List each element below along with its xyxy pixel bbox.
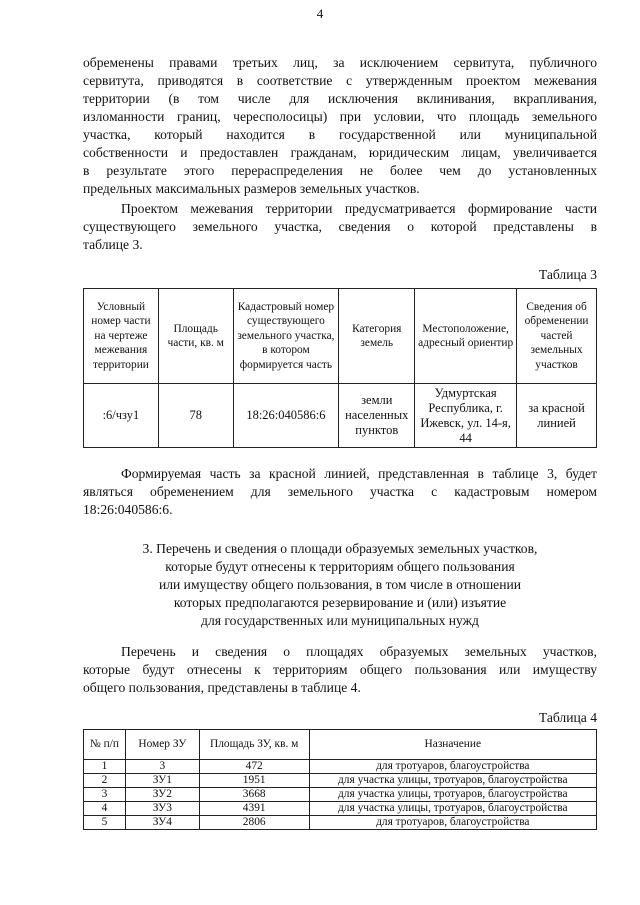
table-cell: за красной линией — [517, 384, 597, 448]
text-line: которые будут отнесены к территориям общего пользования или имуществу — [83, 662, 597, 677]
table-cell: 5 — [84, 816, 126, 830]
table-row — [84, 816, 597, 830]
table-cell: 4391 — [199, 802, 309, 816]
text-line: предельных максимальных размеров земельных участков. — [83, 181, 420, 196]
table-cell: для тротуаров, благоустройства — [309, 760, 596, 774]
table-cell: 1 — [84, 760, 126, 774]
table-cell: 78 — [158, 384, 233, 448]
table-header-cell: Площадь ЗУ, кв. м — [199, 730, 309, 760]
page-number: 4 — [316, 6, 324, 21]
table-header-cell: № п/п — [84, 730, 126, 760]
text-line: Формируемая часть за красной линией, представленная в таблице 3, будет — [121, 466, 597, 481]
text-line: таблице 3. — [83, 237, 143, 252]
text-line: собственности и предоставлен гражданам, юридическим лицам, увеличивается — [83, 145, 597, 160]
table-header-cell: Площадь части, кв. м — [158, 289, 233, 384]
table-header-row — [84, 289, 597, 384]
table-4-caption: Таблица 4 — [538, 710, 597, 725]
paragraph-1 — [83, 54, 597, 198]
table-cell: 4 — [84, 802, 126, 816]
table-header-cell: Условный номер части на чертеже межевания территории — [84, 289, 159, 384]
heading-line: которых предполагаются резервирование и (или) изъятие — [173, 595, 507, 610]
text-line: участка, который находится в государственной или муниципальной — [83, 127, 597, 142]
paragraph-3 — [83, 465, 597, 519]
text-line: 18:26:040586:6. — [83, 502, 173, 517]
table-cell: 3 — [84, 788, 126, 802]
table-header-cell: Номер ЗУ — [125, 730, 199, 760]
table-cell: ЗУ2 — [125, 788, 199, 802]
table-row — [84, 384, 597, 448]
text-line: в результате этого перераспределения не более чем до установленных — [83, 163, 597, 178]
table-header-cell: Назначение — [309, 730, 596, 760]
text-line: изломанности границ, чересполосицы) при условии, что площадь земельного — [83, 109, 597, 124]
heading-line: 3. Перечень и сведения о площади образуемых земельных участков, — [142, 541, 538, 556]
table-row — [84, 760, 597, 774]
table-header-row — [84, 730, 597, 760]
table-cell: для участка улицы, тротуаров, благоустройства — [309, 802, 596, 816]
table-header-cell: Местоположение, адресный ориентир — [415, 289, 517, 384]
table-cell: для тротуаров, благоустройства — [309, 816, 596, 830]
text-line: являться обременением для земельного участка с кадастровым номером — [83, 484, 597, 499]
text-line: существующего земельного участка, сведения о которой представлены в — [83, 219, 597, 234]
table-cell: ЗУ1 — [125, 774, 199, 788]
table-cell: Удмуртская Республика, г. Ижевск, ул. 14-я, 44 — [415, 384, 517, 448]
heading-line: или имуществу общего пользования, в том числе в отношении — [158, 577, 522, 592]
table-row — [84, 788, 597, 802]
text-line: территории (в том числе для исключения вклинивания, вкрапливания, — [83, 91, 597, 106]
table-cell: земли населенных пунктов — [339, 384, 415, 448]
paragraph-2 — [83, 200, 597, 254]
text-line: сервитута, приводятся в соответствие с утвержденным проектом межевания — [83, 73, 597, 88]
table-cell: 2806 — [199, 816, 309, 830]
paragraph-4 — [83, 643, 597, 697]
table-cell: 18:26:040586:6 — [233, 384, 339, 448]
text-line: общего пользования, представлены в таблице 4. — [83, 680, 361, 695]
table-header-cell: Категория земель — [339, 289, 415, 384]
table-row — [84, 802, 597, 816]
table-cell: для участка улицы, тротуаров, благоустройства — [309, 788, 596, 802]
table-cell: ЗУ4 — [125, 816, 199, 830]
text-line: обременены правами третьих лиц, за исключением сервитута, публичного — [83, 55, 597, 70]
text-line: Перечень и сведения о площадях образуемых земельных участков, — [121, 644, 597, 659]
table-cell: 3668 — [199, 788, 309, 802]
table-3-caption: Таблица 3 — [538, 267, 597, 282]
table-cell: 1951 — [199, 774, 309, 788]
heading-line: которые будут отнесены к территориям общего пользования — [165, 559, 515, 574]
table-4 — [83, 729, 597, 830]
table-cell: :6/чзу1 — [84, 384, 159, 448]
heading-line: для государственных или муниципальных нужд — [201, 613, 479, 628]
table-header-cell: Сведения об обременении частей земельных участков — [517, 289, 597, 384]
table-cell: 2 — [84, 774, 126, 788]
section-heading — [83, 540, 597, 630]
table-row — [84, 774, 597, 788]
table-cell: 3 — [125, 760, 199, 774]
table-cell: ЗУ3 — [125, 802, 199, 816]
table-header-cell: Кадастровый номер существующего земельного участка, в котором формируется часть — [233, 289, 339, 384]
table-cell: для участка улицы, тротуаров, благоустройства — [309, 774, 596, 788]
table-cell: 472 — [199, 760, 309, 774]
table-3 — [83, 288, 597, 448]
text-line: Проектом межевания территории предусматривается формирование части — [121, 201, 597, 216]
